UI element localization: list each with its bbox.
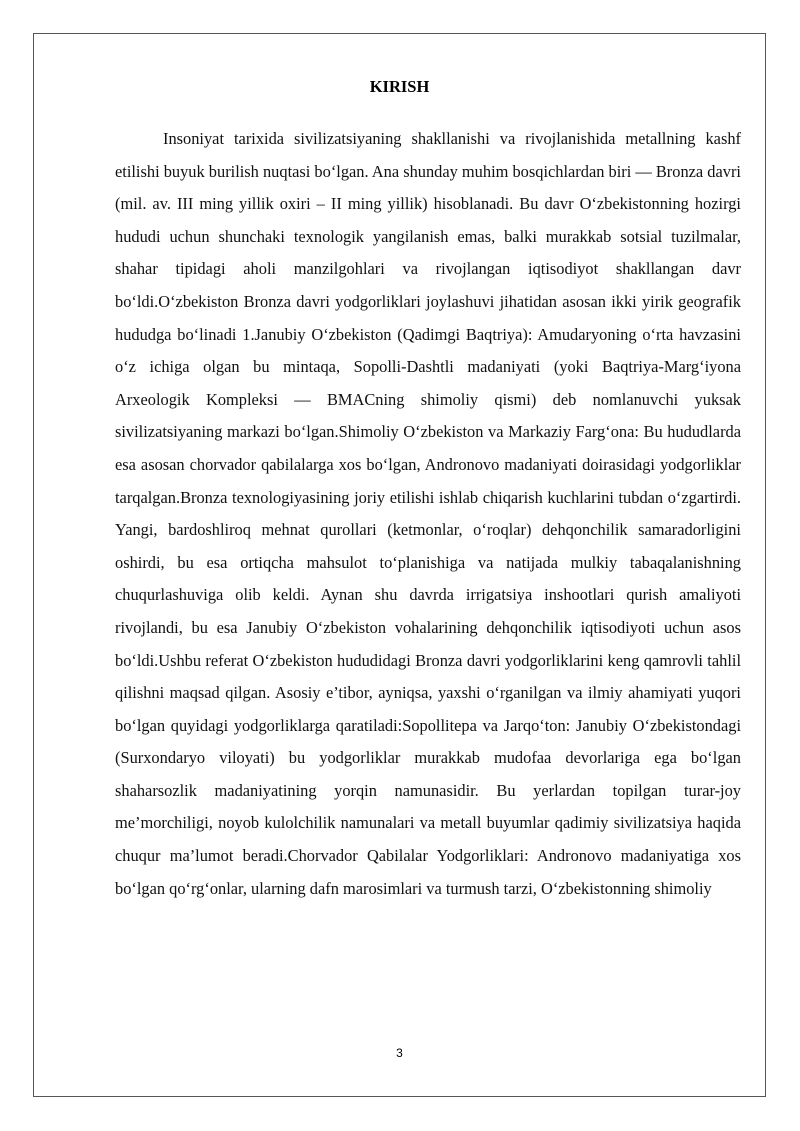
page-title: KIRISH: [369, 77, 430, 96]
body-paragraph: Insoniyat tarixida sivilizatsiyaning shakllanishi va rivojlanishida metallning kashf etilishi buyuk burilish nuqtasi bo‘lgan. Ana shunday muhim bosqichlardan biri — Bronza davri (mil. av. III ming yillik oxiri – II ming yillik) hisoblanadi. Bu davr O‘zbekistonning hozirgi hududi uchun shunchaki texnologik yangilanish emas, balki murakkab sotsial tuzilmalar, shahar tipidagi aholi manzilgohlari va rivojlangan iqtisodiyot shakllangan davr bo‘ldi.O‘zbekiston Bronza davri yodgorliklari joylashuvi jihatidan asosan ikki yirik geografik hududga bo‘linadi 1.Janubiy O‘zbekiston (Qadimgi Baqtriya): Amudaryoning o‘rta havzasini o‘z ichiga olgan bu mintaqa, Sopolli-Dashtli madaniyati (yoki Baqtriya-Marg‘iyona Arxeologik Kompleksi — BMACning shimoliy qismi) deb nomlanuvchi yuksak sivilizatsiyaning markazi bo‘lgan.Shimoliy O‘zbekiston va Markaziy Farg‘ona: Bu hududlarda esa asosan chorvador qabilalarga xos bo‘lgan, Andronovo madaniyati doirasidagi yodgorliklar tarqalgan.Bronza texnologiyasining joriy etilishi ishlab chiqarish kuchlarini tubdan o‘zgartirdi. Yangi, bardoshliroq mehnat qurollari (ketmonlar, o‘roqlar) dehqonchilik samaradorligini oshirdi, bu esa ortiqcha mahsulot to‘planishiga va natijada mulkiy tabaqalanishning chuqurlashuviga olib keldi. Aynan shu davrda irrigatsiya inshootlari qurish amaliyoti rivojlandi, bu esa Janubiy O‘zbekiston vohalarining dehqonchilik iqtisodiyoti uchun asos bo‘ldi.Ushbu referat O‘zbekiston hududidagi Bronza davri yodgorliklarini keng qamrovli tahlil qilishni maqsad qilgan. Asosiy e’tibor, ayniqsa, yaxshi o‘rganilgan va ilmiy ahamiyati yuqori bo‘lgan quyidagi yodgorliklarga qaratiladi:Sopollitepa va Jarqo‘ton: Janubiy O‘zbekistondagi (Surxondaryo viloyati) bu yodgorliklar murakkab mudofaa devorlariga ega bo‘lgan shaharsozlik madaniyatining yorqin namunasidir. Bu yerlardan topilgan turar-joy me’morchiligi, noyob kulolchilik namunalari va metall buyumlar qadimiy sivilizatsiya haqida chuqur ma’lumot beradi.Chorvador Qabilalar Yodgorliklari: Andronovo madaniyatiga xos bo‘lgan qo‘rg‘onlar, ularning dafn marosimlari va turmush tarzi, O‘zbekistonning shimoliy: [115, 129, 741, 898]
page-number: 3: [396, 1046, 403, 1060]
